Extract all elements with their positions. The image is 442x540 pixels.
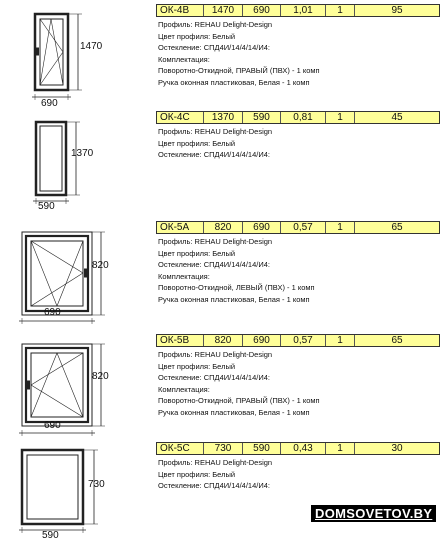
- window-quantity: 1: [326, 443, 355, 454]
- spec-description: [158, 457, 272, 492]
- site-watermark: DOMSOVETOV.BY: [311, 505, 436, 522]
- window-price: 65: [391, 222, 403, 233]
- window-price: 65: [391, 335, 403, 346]
- glazing-line: Остекление: СПД4И/14/4/14/И4:: [158, 373, 270, 382]
- spec-row: [156, 4, 440, 17]
- window-width: 590: [243, 112, 281, 123]
- window-area: 1,01: [281, 5, 326, 16]
- window-quantity: 1: [326, 5, 355, 16]
- window-width: 690: [243, 335, 281, 346]
- width-dimension-ok-5a: 690: [44, 307, 61, 318]
- fitting-line: Поворотно-Откидной, ЛЕВЫЙ (ПВХ) - 1 комп: [158, 283, 315, 292]
- window-code: ОК-5В: [157, 335, 204, 346]
- glazing-line: Остекление: СПД4И/14/4/14/И4:: [158, 481, 270, 490]
- glazing-line: Остекление: СПД4И/14/4/14/И4:: [158, 260, 270, 269]
- window-quantity: 1: [326, 112, 355, 123]
- glazing-line: Остекление: СПД4И/14/4/14/И4:: [158, 150, 270, 159]
- spec-row: [156, 442, 440, 455]
- height-dimension: 730: [88, 479, 105, 490]
- spec-description: [158, 236, 315, 305]
- window-entry-ok-4b: [0, 0, 442, 110]
- height-dimension: 820: [92, 371, 109, 382]
- width-dimension: 590: [42, 530, 59, 540]
- window-entry-ok-5c: [0, 436, 442, 540]
- window-height: 1370: [204, 112, 243, 123]
- window-width: 690: [243, 5, 281, 16]
- width-dimension-ok-5b: 690: [44, 420, 61, 431]
- window-height: 1470: [204, 5, 243, 16]
- window-area: 0,57: [281, 222, 326, 233]
- window-entry-ok-4c: [0, 108, 442, 213]
- window-entry-ok-5a: [0, 214, 442, 324]
- spec-row: [156, 111, 440, 124]
- window-height: 820: [204, 222, 243, 233]
- window-drawing: [0, 214, 150, 324]
- handle-line: Ручка оконная пластиковая, Белая - 1 комп: [158, 294, 310, 304]
- height-dimension: 1470: [80, 41, 103, 52]
- spec-row: [156, 221, 440, 234]
- window-code: ОК-5А: [157, 222, 204, 233]
- window-area: 0,81: [281, 112, 326, 123]
- fitting-line: Поворотно-Откидной, ПРАВЫЙ (ПВХ) - 1 комп: [158, 66, 320, 75]
- spec-row: [156, 334, 440, 347]
- window-height: 820: [204, 335, 243, 346]
- window-height: 730: [204, 443, 243, 454]
- window-price: 95: [391, 5, 403, 16]
- window-width: 690: [243, 222, 281, 233]
- height-dimension: 820: [92, 260, 109, 271]
- equipment-heading: Комплектация:: [158, 384, 210, 394]
- handle-line: Ручка оконная пластиковая, Белая - 1 комп: [158, 407, 310, 417]
- color-line: Цвет профиля: Белый: [158, 469, 236, 479]
- window-code: ОК-5С: [157, 443, 204, 454]
- window-price: 30: [391, 443, 403, 454]
- profile-line: Профиль: REHAU Delight-Design: [158, 350, 273, 359]
- window-drawing: [0, 108, 150, 213]
- window-code: ОК-4В: [157, 5, 204, 16]
- window-drawing: [0, 436, 150, 540]
- width-dimension: 690: [41, 98, 58, 109]
- color-line: Цвет профиля: Белый: [158, 361, 236, 371]
- window-area: 0,43: [281, 443, 326, 454]
- window-quantity: 1: [326, 222, 355, 233]
- color-line: Цвет профиля: Белый: [158, 138, 236, 148]
- profile-line: Профиль: REHAU Delight-Design: [158, 127, 273, 136]
- window-entry-ok-5b: [0, 326, 442, 436]
- height-dimension: 1370: [71, 148, 94, 159]
- equipment-heading: Комплектация:: [158, 271, 210, 281]
- color-line: Цвет профиля: Белый: [158, 248, 236, 258]
- fitting-line: Поворотно-Откидной, ПРАВЫЙ (ПВХ) - 1 комп: [158, 396, 320, 405]
- window-quantity: 1: [326, 335, 355, 346]
- spec-description: [158, 349, 320, 418]
- window-drawing: [0, 326, 150, 436]
- window-width: 590: [243, 443, 281, 454]
- spec-description: [158, 126, 272, 161]
- glazing-line: Остекление: СПД4И/14/4/14/И4:: [158, 43, 270, 52]
- profile-line: Профиль: REHAU Delight-Design: [158, 237, 273, 246]
- window-area: 0,57: [281, 335, 326, 346]
- spec-description: [158, 19, 320, 88]
- profile-line: Профиль: REHAU Delight-Design: [158, 458, 273, 467]
- window-code: ОК-4С: [157, 112, 204, 123]
- color-line: Цвет профиля: Белый: [158, 31, 236, 41]
- profile-line: Профиль: REHAU Delight-Design: [158, 20, 273, 29]
- window-price: 45: [391, 112, 403, 123]
- equipment-heading: Комплектация:: [158, 54, 210, 64]
- handle-line: Ручка оконная пластиковая, Белая - 1 комп: [158, 77, 310, 87]
- width-dimension: 590: [38, 201, 55, 212]
- window-drawing: [0, 0, 150, 110]
